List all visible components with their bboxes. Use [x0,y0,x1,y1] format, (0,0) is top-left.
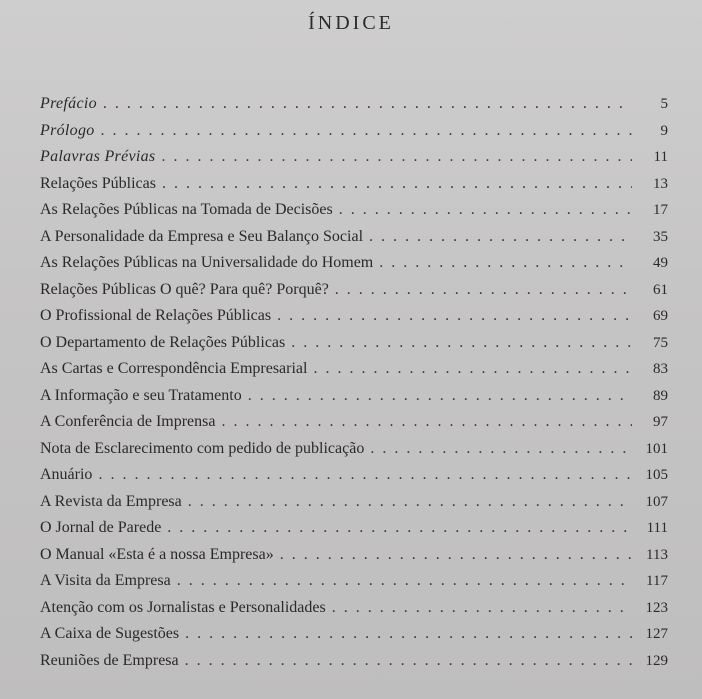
dot-leader [185,621,632,648]
toc-entry-page-number: 75 [653,334,668,351]
toc-entry-title: Nota de Esclarecimento com pedido de publicação [40,439,365,457]
toc-entry-title: A Conferência de Imprensa [40,413,216,430]
dot-leader [188,489,632,516]
toc-entry-page-number: 13 [653,175,668,192]
toc-entry-page-number: 17 [653,202,668,218]
dot-leader [98,462,632,489]
dot-leader [185,648,632,675]
toc-entry [40,118,668,145]
toc-entry [40,409,668,436]
toc-entry-title: Atenção com os Jornalistas e Personalidades [40,598,326,616]
dot-leader [248,383,632,410]
dot-leader [161,144,632,171]
dot-leader [101,118,632,145]
toc-entry-page-number: 107 [645,493,668,510]
dot-leader [280,542,632,569]
dot-leader [369,224,632,251]
toc-entry [40,383,668,410]
toc-entry-title: Palavras Prévias [40,148,156,165]
dot-leader [335,277,632,304]
toc-entry-title: O Manual «Esta é a nossa Empresa» [40,545,274,563]
toc-entry-page-number: 111 [646,520,668,536]
toc-entry [40,330,668,357]
dot-leader [291,330,632,357]
toc-entry-title: A Visita da Empresa [40,572,171,589]
toc-entry [40,277,668,304]
toc-entry-page-number: 129 [645,652,668,669]
dot-leader [379,250,632,277]
toc-entry [40,91,668,118]
toc-entry-title: O Departamento de Relações Públicas [40,333,286,351]
toc-entry-page-number: 123 [645,599,668,616]
toc-entry-title: A Revista da Empresa [40,492,182,510]
toc-entry [40,489,668,516]
dot-leader [339,197,632,224]
toc-entry [40,436,668,463]
toc-entry [40,648,668,675]
toc-entry-page-number: 11 [653,149,668,165]
toc-entry [40,197,668,224]
toc-entry-page-number: 113 [646,546,668,563]
toc-entry-page-number: 49 [653,255,668,271]
toc-entry [40,621,668,648]
toc-entry-title: As Cartas e Correspondência Empresarial [40,360,308,377]
toc-entry-title: O Profissional de Relações Públicas [40,307,272,324]
table-of-contents [40,91,668,674]
toc-entry-title: As Relações Públicas na Tomada de Decisões [40,201,333,218]
toc-entry-title: O Jornal de Parede [40,519,162,536]
dot-leader [332,595,632,622]
toc-entry [40,250,668,277]
toc-entry [40,462,668,489]
toc-entry [40,224,668,251]
toc-entry-page-number: 105 [645,467,668,483]
dot-leader [277,303,632,330]
dot-leader [162,171,632,198]
toc-entry [40,144,668,171]
toc-entry-page-number: 5 [660,96,668,112]
toc-entry-page-number: 9 [660,122,668,139]
toc-entry-page-number: 61 [653,281,668,298]
dot-leader [370,436,632,463]
toc-entry-page-number: 97 [653,414,668,430]
toc-entry-page-number: 35 [653,228,668,245]
toc-entry [40,595,668,622]
toc-entry-page-number: 83 [653,361,668,377]
toc-entry-title: A Personalidade da Empresa e Seu Balanço Social [40,227,364,245]
dot-leader [313,356,632,383]
page-title: ÍNDICE [308,12,394,34]
toc-entry-title: Prefácio [40,95,97,112]
dot-leader [221,409,632,436]
toc-entry [40,515,668,542]
toc-entry-title: Relações Públicas [40,174,156,192]
toc-entry-page-number: 101 [645,440,668,457]
toc-entry [40,356,668,383]
toc-entry [40,171,668,198]
toc-entry-title: A Caixa de Sugestões [40,625,180,642]
toc-entry-page-number: 69 [653,308,668,324]
toc-entry-page-number: 117 [646,573,668,589]
toc-entry-title: Anuário [40,466,93,483]
dot-leader [177,568,632,595]
toc-entry-title: Reuniões de Empresa [40,651,179,669]
toc-entry [40,303,668,330]
toc-entry-page-number: 89 [653,387,668,404]
dot-leader [167,515,632,542]
toc-entry-page-number: 127 [645,626,668,642]
toc-entry [40,542,668,569]
toc-entry-title: As Relações Públicas na Universalidade do Homem [40,254,374,271]
toc-entry-title: A Informação e seu Tratamento [40,386,242,404]
toc-entry-title: Prólogo [40,121,95,139]
toc-entry-title: Relações Públicas O quê? Para quê? Porquê? [40,280,329,298]
dot-leader [103,91,632,118]
toc-entry [40,568,668,595]
